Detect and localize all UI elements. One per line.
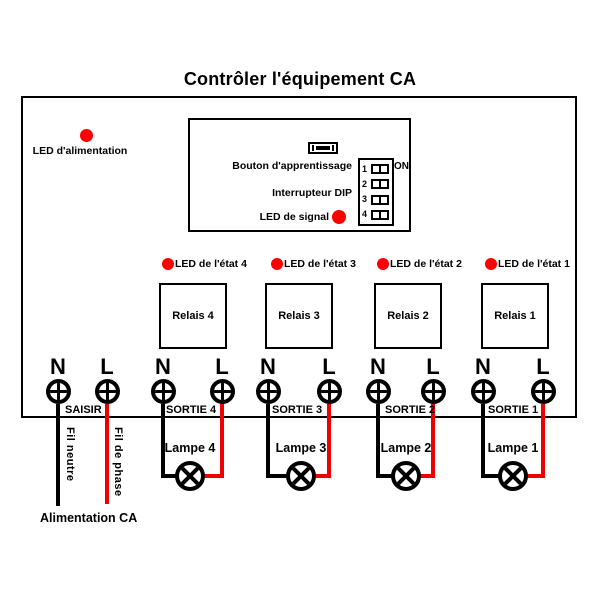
wire-phase-lamp1 bbox=[526, 474, 545, 478]
status-led-4 bbox=[162, 258, 247, 270]
dip-row-2 bbox=[362, 177, 392, 191]
dip-toggle-icon bbox=[379, 210, 389, 220]
relay-2-box bbox=[374, 283, 442, 349]
screw-terminal-icon bbox=[151, 379, 176, 404]
pin-label: N bbox=[370, 354, 386, 379]
status-led-label: LED de l'état 1 bbox=[498, 258, 570, 270]
relay-3-box bbox=[265, 283, 333, 349]
signal-led-label: LED de signal bbox=[259, 211, 329, 223]
wire-phase-lamp3 bbox=[314, 474, 331, 478]
status-led-label: LED de l'état 3 bbox=[284, 258, 356, 270]
relay-1-box bbox=[481, 283, 549, 349]
wire-phase-supply bbox=[105, 416, 109, 504]
wire-neutral-lamp3 bbox=[266, 474, 288, 478]
supply-label: Alimentation CA bbox=[40, 511, 138, 525]
dip-toggle-icon bbox=[379, 195, 389, 205]
dip-number: 2 bbox=[362, 178, 368, 189]
dip-row-4 bbox=[362, 208, 392, 222]
screw-terminal-icon bbox=[210, 379, 235, 404]
pin-label: L bbox=[100, 354, 114, 379]
group-label-saisir: SAISIR bbox=[65, 404, 102, 416]
led-icon bbox=[485, 258, 497, 270]
group-label-sortie3: SORTIE 3 bbox=[272, 404, 323, 416]
screw-terminal-icon bbox=[366, 379, 391, 404]
neutral-wire-label: Fil neutre bbox=[64, 427, 76, 482]
dip-row-1 bbox=[362, 162, 392, 176]
lamp-3-icon bbox=[286, 461, 316, 491]
page-title: Contrôler l'équipement CA bbox=[183, 69, 417, 89]
status-led-label: LED de l'état 2 bbox=[390, 258, 462, 270]
group-label-sortie1: SORTIE 1 bbox=[488, 404, 539, 416]
screw-terminal-icon bbox=[317, 379, 342, 404]
dip-toggle-icon bbox=[379, 179, 389, 189]
status-led-label: LED de l'état 4 bbox=[175, 258, 247, 270]
relay-label: Relais 4 bbox=[172, 310, 214, 322]
led-icon bbox=[162, 258, 174, 270]
lamp-3-label: Lampe 3 bbox=[275, 441, 327, 455]
screw-terminal-icon bbox=[256, 379, 281, 404]
phase-wire-label: Fil de phase bbox=[112, 427, 124, 497]
screw-terminal-icon bbox=[531, 379, 556, 404]
lamp-4-icon bbox=[175, 461, 205, 491]
dip-number: 3 bbox=[362, 194, 368, 205]
dip-toggle-icon bbox=[379, 164, 389, 174]
dip-switch-block bbox=[358, 158, 394, 226]
wire-neutral-supply bbox=[56, 416, 60, 506]
status-led-3 bbox=[271, 258, 356, 270]
pin-label: L bbox=[426, 354, 440, 379]
learn-button-icon bbox=[308, 142, 338, 154]
lamp-2-label: Lampe 2 bbox=[380, 441, 432, 455]
lamp-1-label: Lampe 1 bbox=[487, 441, 539, 455]
screw-terminal-icon bbox=[46, 379, 71, 404]
relay-label: Relais 2 bbox=[387, 310, 429, 322]
status-led-2 bbox=[377, 258, 462, 270]
power-led-label: LED d'alimentation bbox=[32, 145, 128, 157]
wire-phase-lamp4 bbox=[203, 474, 224, 478]
power-led-icon bbox=[80, 129, 93, 142]
screw-terminal-icon bbox=[95, 379, 120, 404]
pin-label: L bbox=[322, 354, 336, 379]
pin-label: N bbox=[260, 354, 276, 379]
dip-number: 1 bbox=[362, 163, 368, 174]
lamp-1-icon bbox=[498, 461, 528, 491]
status-led-1 bbox=[485, 258, 570, 270]
pin-label: L bbox=[215, 354, 229, 379]
lamp-4-label: Lampe 4 bbox=[164, 441, 216, 455]
led-icon bbox=[271, 258, 283, 270]
learn-button-label: Bouton d'apprentissage bbox=[232, 160, 352, 172]
group-label-sortie2: SORTIE 2 bbox=[385, 404, 436, 416]
signal-led-icon bbox=[332, 210, 346, 224]
screw-terminal-icon bbox=[471, 379, 496, 404]
group-label-sortie4: SORTIE 4 bbox=[166, 404, 217, 416]
dip-on-label: ON bbox=[394, 161, 409, 172]
relay-label: Relais 1 bbox=[494, 310, 536, 322]
relay-4-box bbox=[159, 283, 227, 349]
relay-label: Relais 3 bbox=[278, 310, 320, 322]
wire-phase-lamp2 bbox=[419, 474, 435, 478]
pin-label: N bbox=[50, 354, 66, 379]
pin-label: N bbox=[155, 354, 171, 379]
pin-label: L bbox=[536, 354, 550, 379]
dip-switch-label: Interrupteur DIP bbox=[272, 187, 352, 199]
led-icon bbox=[377, 258, 389, 270]
dip-row-3 bbox=[362, 193, 392, 207]
dip-number: 4 bbox=[362, 209, 368, 220]
pin-label: N bbox=[475, 354, 491, 379]
lamp-2-icon bbox=[391, 461, 421, 491]
screw-terminal-icon bbox=[421, 379, 446, 404]
